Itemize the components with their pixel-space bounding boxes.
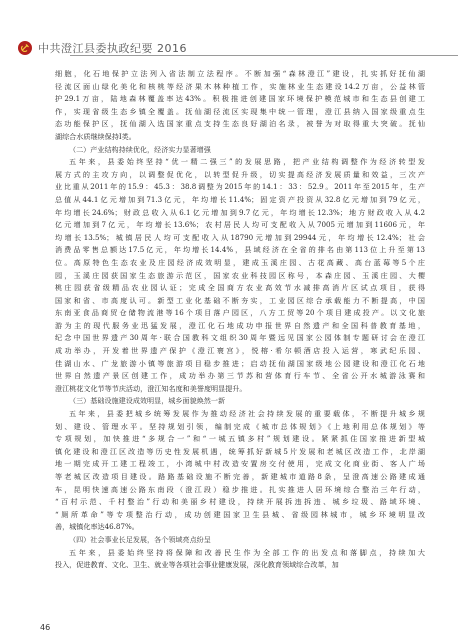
paragraph-line: 园，玉溪庄园获国家生态旅游示范区，国家农业科技园区称号，本森庄园、玉溪庄园、大樱 — [55, 270, 425, 280]
paragraph-line: 位。高原特色生态农业及庄园经济成效明显，建成玉溪庄园、古花高藏、高台蓝莓等5个庄 — [55, 257, 425, 267]
paragraph-line: 均增长13.5%；城镇居民人均可支配收入从18790元增加到29944元，年均增长12.4%；社会 — [55, 232, 425, 242]
paragraph-line: 地一期完成开工建工程竣工，小湾城中村改造安置房交付使用，完成文化商业街、客人广场 — [55, 459, 425, 469]
section-heading: （三）基础设施建设成效明显，城乡面貌焕然一新 — [69, 396, 226, 406]
paragraph-line: 消费品零售总额达17.5亿元，年均增长14.4%，县域经济在全省的排名由第113位上升至第13 — [55, 245, 425, 255]
paragraph-line: 径流区面山绿化美化和核桃等经济果木林种植工作，实施林业生态建设14.2万亩，公益林管 — [55, 81, 425, 91]
header-title: 中共澄江县委执政纪要 2016 — [38, 42, 187, 55]
paragraph-line: 澄江桃花文化节等节庆活动，澄江知名度和美誉度明显提升。 — [55, 383, 247, 393]
paragraph-line: 作，实现省级生态乡镇全覆盖。抚仙湖径流区实现集中统一管理，澄江县纳入国家级重点生 — [55, 106, 425, 116]
paragraph-line: 车，昆明快速高速公路东南段（澄江段）稳步推进。扎实推进人居环境综合整治三年行动， — [55, 484, 425, 494]
paragraph-line: 业比重从2011年的15.9：45.3：38.8调整为2015年的14.1：33：52.9。2011年至2015年，生产 — [55, 182, 425, 192]
section-heading: （四）社会事业长足发展，各个领域亮点纷呈 — [69, 534, 211, 544]
paragraph-line: 五年来，县委把城乡统筹发展作为推动经济社会持续发展的重要载体，不断提升城乡规 — [69, 409, 425, 419]
paragraph-line: “厕所革命”等专项整治行动，成功创建国家卫生县城、省级园林城市，城乡环境明显改 — [55, 509, 425, 519]
paragraph-line: 东南亚食品商贸仓储物流港等16个项目落户园区，八方工贸等20个项目建成投产。以文化旅 — [55, 308, 425, 318]
paragraph-line: 总值从44.1亿元增加到71.3亿元，年均增长11.4%；固定资产投资从32.8亿元增加到79亿元， — [55, 194, 425, 204]
paragraph-line: 等老城区改造项目建设。路路基础设施不断完善，新建城市道路8条，呈澄高速公路建成通 — [55, 472, 425, 481]
paragraph-line: 专项规划，加快推进“多规合一”和“一城五镇多村”规划建设。紧紧抓住国家推进新型城 — [55, 434, 425, 444]
paragraph-line: 态功能保护区，抚仙湖入选国家重点支持生态良好湖泊名录，被誉为对取得重大突破。抚仙 — [55, 119, 425, 129]
paragraph-line: 护29.1万亩，陆地森林覆盖率达43%。积极推进创建国家环境保护模范城市和生态县创建工 — [55, 94, 425, 104]
paragraph-line: 划、建设、管理水平。坚持规划引领，编制完成《城市总体规划》《上地利用总体规划》等 — [55, 421, 425, 431]
body-text — [55, 68, 425, 572]
paragraph-line: 成功举办，开发着世界遗产保护《澄江寰宫》，悦榕·希尔顿酒店投入运营，寒武纪乐园、 — [55, 346, 425, 356]
paragraph-line: 细胞，化石地保护立法列入省法制立法程序。不断加强“森林澄江”建设，扎实抓好抚仙湖 — [55, 69, 425, 78]
paragraph-line: 展方式的主攻方向，以调整促优化，以转型促升级，切实提高经济发展质量和效益，三次产 — [55, 169, 425, 179]
running-header — [18, 38, 458, 58]
paragraph-line: 亿元增加到7亿元，年均增长13.6%；农村居民人均可支配收入从7005元增加到11606元，年 — [55, 220, 425, 230]
paragraph-line: 桃庄园获省级精品农业园认证；完成全国商方农业高效节水减排高消片区试点项目，获得 — [55, 283, 425, 293]
paragraph-line: 善，城镇化率达46.87%。 — [55, 522, 139, 532]
paragraph-line: 游为主的现代服务业迅猛发展，澄江化石地成功申报世界自然遗产和全国科普教育基地， — [55, 320, 425, 330]
paragraph-line: 纪念中国世界遗产30周年·联合国教科文组织30周年暨远见国家公园体制专题研讨会在澄江 — [55, 333, 425, 343]
paragraph-line: 五年来，县委始终坚持“优一精二强三”的发展思路，把产业结构调整作为经济转型发 — [69, 157, 425, 167]
section-heading: （二）产业结构持续优化，经济实力显著增强 — [69, 144, 211, 154]
paragraph-line: “百村示范、千村整治”行动和美丽乡村建设，持续开展拆违拆违、城乡垃圾、路域环境、 — [55, 497, 425, 507]
paragraph-line: 佳湖山水、广龙旅游小镇等旅游项目稳步推进；启动抚仙湖国家级地公园建设和澄江化石地 — [55, 358, 425, 368]
paragraph-line: 世界自然遗产景区创建工作，成功举办第三节苏和营体育行车节、全省公开水城游泳赛和 — [55, 371, 425, 381]
party-emblem-icon — [18, 41, 32, 55]
paragraph-line: 年均增长24.6%；财政总收入从6.1亿元增加到9.7亿元，年均增长12.3%；地方财政收入从4.2 — [55, 207, 425, 217]
paragraph-line: 五年来，县委始终坚持将保障和改善民生作为全部工作的出发点和落脚点，持续加大 — [69, 547, 425, 557]
paragraph-line: 国家和省、市高度认可。新型工业化基础不断夯实，工业园区综合承载能力不断提高，中国 — [55, 295, 425, 305]
paragraph-line: 湖综合水质继续保持I类。 — [55, 131, 136, 141]
paragraph-line: 镇化建设和澄江区改造等历史性发展机遇，统筹抓好新城5片发展和老城区改造工作，北岸湖 — [55, 446, 425, 456]
page-number: 46 — [40, 623, 51, 632]
header-divider — [70, 55, 458, 56]
paragraph-line: 投入，促进教育、文化、卫生、就业等各项社会事业健康发展，深化教育领域综合改革，加 — [55, 560, 339, 570]
